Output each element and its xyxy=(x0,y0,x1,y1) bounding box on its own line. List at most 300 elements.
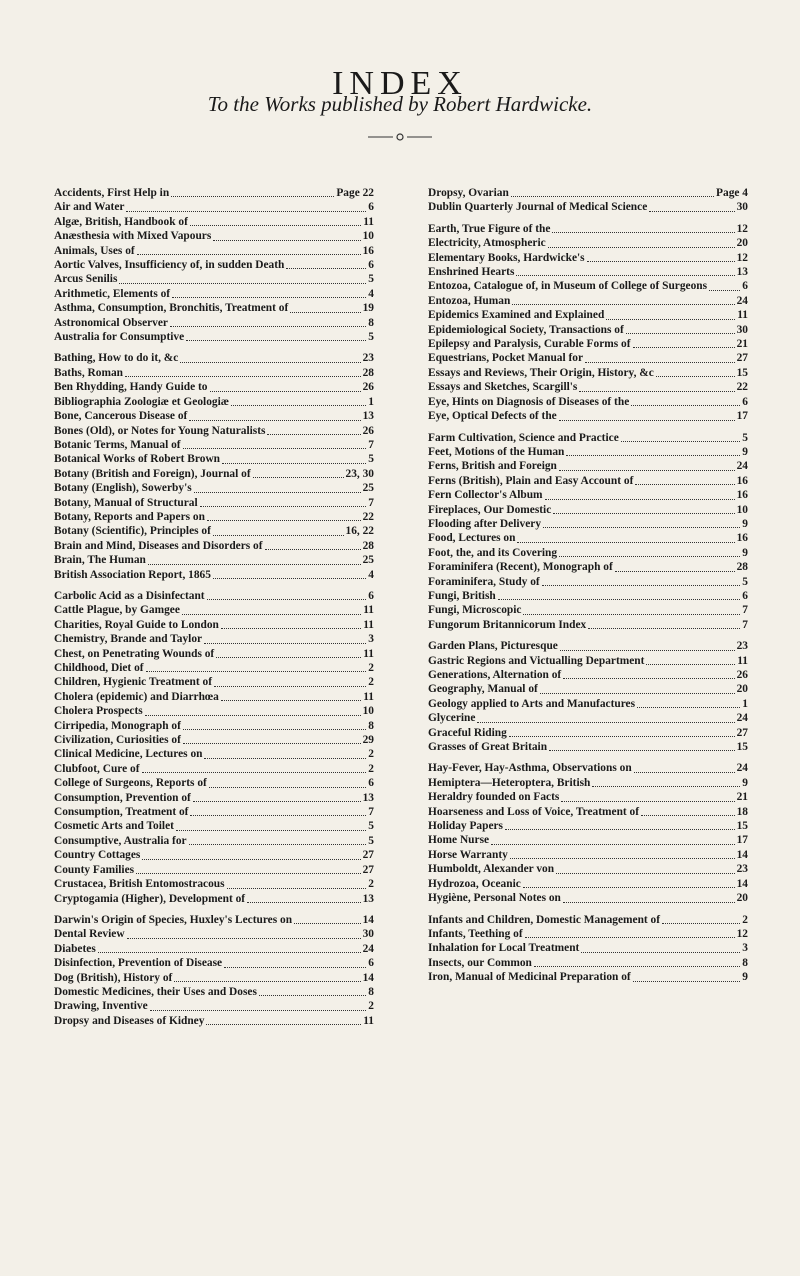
dot-leader xyxy=(190,225,361,226)
dot-leader xyxy=(200,506,367,507)
index-entry xyxy=(428,603,748,617)
dot-leader xyxy=(563,678,734,679)
dot-leader xyxy=(265,549,361,550)
index-entry xyxy=(54,848,374,862)
entry-page: 2 xyxy=(368,676,374,689)
dot-leader xyxy=(142,859,360,860)
dot-leader xyxy=(540,693,735,694)
index-entry xyxy=(54,215,374,229)
entry-page: 28 xyxy=(362,366,374,379)
index-entry xyxy=(54,747,374,761)
dot-leader xyxy=(126,211,366,212)
entry-page: 26 xyxy=(362,424,374,437)
section-gap xyxy=(428,424,748,431)
entry-title: Fireplaces, Our Domestic xyxy=(428,503,552,516)
dot-leader xyxy=(534,966,740,967)
entry-title: Asthma, Consumption, Bronchitis, Treatment of xyxy=(54,302,289,315)
dot-leader xyxy=(560,650,735,651)
dot-leader xyxy=(662,923,740,924)
index-entry xyxy=(54,229,374,243)
entry-title: College of Surgeons, Reports of xyxy=(54,777,207,790)
dot-leader xyxy=(634,772,735,773)
dot-leader xyxy=(224,967,366,968)
index-entry xyxy=(54,913,374,927)
dot-leader xyxy=(290,312,360,313)
index-entry xyxy=(428,654,748,668)
entry-title: Crustacea, British Entomostracous xyxy=(54,878,225,891)
dot-leader xyxy=(579,391,734,392)
entry-title: Equestrians, Pocket Manual for xyxy=(428,352,584,365)
entry-title: Generations, Alternation of xyxy=(428,669,562,681)
entry-title: Astronomical Observer xyxy=(54,316,168,329)
entry-page: 7 xyxy=(368,438,374,451)
entry-title: Chest, on Penetrating Wounds of xyxy=(54,647,215,660)
entry-title: Epilepsy and Paralysis, Curable Forms of xyxy=(428,338,631,351)
dot-leader xyxy=(523,887,735,888)
entry-page: 14 xyxy=(736,877,748,890)
entry-title: Hemiptera—Heteroptera, British xyxy=(428,776,591,789)
entry-title: Accidents, First Help in xyxy=(54,187,170,199)
dot-leader xyxy=(213,240,360,241)
entry-title: Hoarseness and Loss of Voice, Treatment of xyxy=(428,805,640,818)
dot-leader xyxy=(512,304,734,305)
dot-leader xyxy=(566,455,740,456)
entry-title: Gastric Regions and Victualling Department xyxy=(428,654,645,667)
entry-page: 14 xyxy=(362,971,374,984)
entry-page: 6 xyxy=(742,395,748,408)
dot-leader xyxy=(553,513,734,514)
dot-leader xyxy=(542,585,741,586)
dot-leader xyxy=(174,981,360,982)
index-entry xyxy=(428,927,748,941)
dot-leader xyxy=(189,844,367,845)
entry-page: 3 xyxy=(742,942,748,955)
index-entry xyxy=(428,891,748,905)
entry-title: Diabetes xyxy=(54,942,96,955)
entry-page: 16, 22 xyxy=(345,525,374,538)
entry-page: 10 xyxy=(362,705,374,718)
index-entry xyxy=(54,927,374,941)
entry-title: Botany (English), Sowerby's xyxy=(54,482,192,495)
dot-leader xyxy=(150,1010,367,1011)
index-entry xyxy=(428,366,748,380)
index-entry xyxy=(428,323,748,337)
index-entry xyxy=(428,251,748,265)
entry-page: 16 xyxy=(736,474,748,487)
index-entry xyxy=(428,697,748,711)
entry-page: 21 xyxy=(736,338,748,351)
entry-page: 20 xyxy=(736,237,748,250)
entry-page: 28 xyxy=(736,561,748,574)
entry-title: Bone, Cancerous Disease of xyxy=(54,410,188,423)
entry-title: Clubfoot, Cure of xyxy=(54,762,140,775)
entry-page: 15 xyxy=(736,366,748,379)
entry-page: 27 xyxy=(362,863,374,876)
dot-leader xyxy=(247,902,361,903)
dot-leader xyxy=(635,484,734,485)
entry-page: 6 xyxy=(368,259,374,272)
entry-title: Ben Rhydding, Handy Guide to xyxy=(54,381,208,394)
entry-title: Consumption, Prevention of xyxy=(54,791,191,804)
section-gap xyxy=(428,754,748,761)
entry-title: Grasses of Great Britain xyxy=(428,741,548,754)
entry-title: Botanical Works of Robert Brown xyxy=(54,453,221,466)
entry-page: 6 xyxy=(742,280,748,293)
entry-title: British Association Report, 1865 xyxy=(54,568,211,581)
index-entry xyxy=(428,740,748,754)
entry-page: 10 xyxy=(362,230,374,243)
entry-title: Foraminifera (Recent), Monograph of xyxy=(428,561,613,574)
index-entry xyxy=(54,510,374,524)
index-entry xyxy=(428,805,748,819)
dot-leader xyxy=(498,599,741,600)
index-entry xyxy=(54,424,374,438)
index-entry xyxy=(54,942,374,956)
entry-title: Home Nurse xyxy=(428,834,490,847)
dot-leader xyxy=(227,888,367,889)
entry-page: 26 xyxy=(736,669,748,681)
entry-page: 12 xyxy=(736,251,748,264)
index-entry xyxy=(54,589,374,603)
entry-title: Essays and Reviews, Their Origin, History, &c xyxy=(428,366,654,379)
dot-leader xyxy=(136,873,361,874)
entry-page: 25 xyxy=(362,482,374,495)
entry-title: Fungi, British xyxy=(428,589,496,602)
index-entry xyxy=(428,337,748,351)
index-entry xyxy=(428,862,748,876)
entry-title: Geography, Manual of xyxy=(428,683,538,696)
entry-page: 2 xyxy=(368,1000,374,1013)
dot-leader xyxy=(204,643,366,644)
entry-page: 9 xyxy=(742,971,748,984)
dot-leader xyxy=(563,902,735,903)
dot-leader xyxy=(525,937,735,938)
entry-page: Page 4 xyxy=(716,187,748,199)
dot-leader xyxy=(180,362,360,363)
entry-page: 23 xyxy=(362,352,374,365)
dot-leader xyxy=(172,297,366,298)
entry-title: Fern Collector's Album xyxy=(428,489,543,502)
entry-title: Country Cottages xyxy=(54,849,141,862)
entry-title: Children, Hygienic Treatment of xyxy=(54,676,212,689)
index-entry xyxy=(428,726,748,740)
entry-title: Animals, Uses of xyxy=(54,244,135,257)
dot-leader xyxy=(509,736,735,737)
dot-leader xyxy=(186,340,366,341)
entry-title: Earth, True Figure of the xyxy=(428,222,551,235)
dot-leader xyxy=(183,448,367,449)
entry-title: Cholera (epidemic) and Diarrhœa xyxy=(54,690,219,703)
index-entry xyxy=(54,985,374,999)
entry-title: Feet, Motions of the Human xyxy=(428,445,565,458)
dot-leader xyxy=(98,952,361,953)
entry-page: 6 xyxy=(742,589,748,602)
dot-leader xyxy=(552,232,734,233)
entry-page: 24 xyxy=(736,712,748,725)
dot-leader xyxy=(559,470,735,471)
entry-page: 3 xyxy=(368,633,374,646)
index-entry xyxy=(428,503,748,517)
entry-title: Algæ, British, Handbook of xyxy=(54,215,188,228)
index-entry xyxy=(428,913,748,927)
entry-page: 17 xyxy=(736,410,748,423)
index-entry xyxy=(428,761,748,775)
index-entry xyxy=(428,294,748,308)
entry-page: 15 xyxy=(736,741,748,754)
entry-title: Civilization, Curiosities of xyxy=(54,734,181,747)
dot-leader xyxy=(581,952,740,953)
entry-title: Drawing, Inventive xyxy=(54,1000,148,1013)
entry-title: Farm Cultivation, Science and Practice xyxy=(428,431,619,444)
entry-page: 4 xyxy=(368,568,374,581)
entry-page: 11 xyxy=(737,309,748,322)
index-entry xyxy=(54,272,374,286)
entry-title: Bibliographia Zoologiæ et Geologiæ xyxy=(54,395,229,408)
dot-leader xyxy=(210,391,361,392)
entry-page: 11 xyxy=(363,618,374,631)
entry-title: Holiday Papers xyxy=(428,820,503,833)
entry-page: 16 xyxy=(736,489,748,502)
index-entry xyxy=(54,776,374,790)
dot-leader xyxy=(505,829,735,830)
entry-page: 24 xyxy=(362,942,374,955)
entry-page: 7 xyxy=(368,806,374,819)
dot-leader xyxy=(549,750,735,751)
entry-page: 2 xyxy=(368,748,374,761)
entry-page: 22 xyxy=(362,510,374,523)
dot-leader xyxy=(145,715,361,716)
index-entry xyxy=(54,999,374,1013)
index-entry xyxy=(54,719,374,733)
entry-title: Infants and Children, Domestic Management of xyxy=(428,913,661,926)
entry-page: 9 xyxy=(742,517,748,530)
entry-page: 7 xyxy=(742,604,748,617)
dot-leader xyxy=(545,499,735,500)
dot-leader xyxy=(709,290,740,291)
entry-title: Fungorum Britannicorum Index xyxy=(428,618,587,631)
index-entry xyxy=(428,186,748,200)
dot-leader xyxy=(221,700,361,701)
entry-page: 16 xyxy=(362,244,374,257)
entry-title: Carbolic Acid as a Disinfectant xyxy=(54,589,205,602)
dot-leader xyxy=(561,801,734,802)
index-entry xyxy=(428,941,748,955)
index-entry xyxy=(428,956,748,970)
entry-page: 14 xyxy=(362,913,374,926)
entry-title: Cosmetic Arts and Toilet xyxy=(54,820,174,833)
dot-leader xyxy=(491,844,735,845)
section-gap xyxy=(428,632,748,639)
entry-page: 24 xyxy=(736,762,748,775)
entry-title: Botany, Manual of Structural xyxy=(54,496,198,509)
section-gap xyxy=(54,344,374,351)
entry-page: 29 xyxy=(362,734,374,747)
index-entry xyxy=(54,675,374,689)
dot-leader xyxy=(606,319,735,320)
index-entry xyxy=(428,409,748,423)
entry-page: 27 xyxy=(362,849,374,862)
dot-leader xyxy=(213,578,366,579)
entry-page: 6 xyxy=(368,777,374,790)
entry-title: Fungi, Microscopic xyxy=(428,604,522,617)
entry-page: 18 xyxy=(736,805,748,818)
dot-leader xyxy=(183,729,366,730)
entry-page: 11 xyxy=(363,604,374,617)
entry-page: 27 xyxy=(736,352,748,365)
entry-title: Garden Plans, Picturesque xyxy=(428,640,558,653)
index-entry xyxy=(54,956,374,970)
index-entry xyxy=(428,200,748,214)
index-entry xyxy=(54,316,374,330)
entry-title: Geology applied to Arts and Manufactures xyxy=(428,697,636,710)
dot-leader xyxy=(516,275,734,276)
entry-title: Epidemiological Society, Transactions of xyxy=(428,323,624,336)
entry-page: 6 xyxy=(368,201,374,214)
entry-title: Elementary Books, Hardwicke's xyxy=(428,251,585,264)
entry-title: Australia for Consumptive xyxy=(54,331,185,344)
entry-page: 26 xyxy=(362,381,374,394)
entry-page: 5 xyxy=(742,575,748,588)
section-gap xyxy=(54,906,374,913)
entry-title: Disinfection, Prevention of Disease xyxy=(54,957,223,970)
entry-title: Electricity, Atmospheric xyxy=(428,237,546,250)
entry-page: 27 xyxy=(736,726,748,739)
entry-page: 15 xyxy=(736,820,748,833)
entry-title: Botany (British and Foreign), Journal of xyxy=(54,467,251,480)
dot-leader xyxy=(592,786,740,787)
entry-title: Arcus Senilis xyxy=(54,273,118,286)
dot-leader xyxy=(190,815,366,816)
index-entry xyxy=(428,431,748,445)
index-entry xyxy=(54,632,374,646)
entry-page: 2 xyxy=(368,878,374,891)
entry-title: Flooding after Delivery xyxy=(428,517,542,530)
dot-leader xyxy=(137,254,361,255)
index-entry xyxy=(428,560,748,574)
dot-leader xyxy=(559,556,740,557)
entry-page: 9 xyxy=(742,776,748,789)
entry-page: 5 xyxy=(368,834,374,847)
dot-leader xyxy=(621,441,741,442)
entry-title: Hydrozoa, Oceanic xyxy=(428,877,521,890)
index-entry xyxy=(54,647,374,661)
dot-leader xyxy=(176,830,366,831)
entry-page: 11 xyxy=(363,215,374,228)
entry-title: Dental Review xyxy=(54,928,125,941)
dot-leader xyxy=(125,376,361,377)
index-entry xyxy=(428,833,748,847)
index-entry xyxy=(428,474,748,488)
dot-leader xyxy=(253,477,344,478)
entry-title: Darwin's Origin of Species, Huxley's Lectures on xyxy=(54,913,293,926)
entry-page: 8 xyxy=(368,985,374,998)
entry-title: Air and Water xyxy=(54,201,125,214)
index-entry xyxy=(54,553,374,567)
entry-title: Dog (British), History of xyxy=(54,971,173,984)
entry-page: Page 22 xyxy=(336,187,374,199)
index-entry xyxy=(54,438,374,452)
entry-page: 5 xyxy=(368,273,374,286)
entry-title: Epidemics Examined and Explained xyxy=(428,309,605,322)
dot-leader xyxy=(548,247,735,248)
entry-title: Botanic Terms, Manual of xyxy=(54,438,181,451)
index-entry xyxy=(428,531,748,545)
dot-leader xyxy=(649,211,734,212)
entry-page: 30 xyxy=(736,323,748,336)
entry-title: Clinical Medicine, Lectures on xyxy=(54,748,203,761)
entry-title: Cryptogamia (Higher), Development of xyxy=(54,892,246,905)
dot-leader xyxy=(294,923,361,924)
entry-title: Botany (Scientific), Principles of xyxy=(54,525,211,538)
index-entry xyxy=(54,618,374,632)
entry-title: Cholera Prospects xyxy=(54,705,143,718)
entry-page: 5 xyxy=(368,453,374,466)
entry-title: Chemistry, Brande and Taylor xyxy=(54,633,203,646)
entry-page: 2 xyxy=(368,762,374,775)
dot-leader xyxy=(523,614,740,615)
index-entry xyxy=(54,467,374,481)
page-title: INDEX xyxy=(332,64,468,102)
index-entry xyxy=(54,366,374,380)
entry-title: Dropsy, Ovarian xyxy=(428,187,509,199)
entry-title: Baths, Roman xyxy=(54,366,123,379)
dot-leader xyxy=(194,492,361,493)
dot-leader xyxy=(207,520,361,521)
dot-leader xyxy=(231,405,366,406)
dot-leader xyxy=(183,743,361,744)
entry-page: 13 xyxy=(736,266,748,279)
dot-leader xyxy=(633,981,741,982)
entry-title: Food, Lectures on xyxy=(428,532,516,545)
entry-title: Eye, Optical Defects of the xyxy=(428,410,557,423)
dot-leader xyxy=(637,707,740,708)
entry-title: County Families xyxy=(54,863,135,876)
index-entry xyxy=(428,877,748,891)
index-entry xyxy=(428,970,748,984)
entry-page: 28 xyxy=(362,539,374,552)
entry-title: Infants, Teething of xyxy=(428,927,523,940)
index-entry xyxy=(54,762,374,776)
entry-page: 8 xyxy=(368,316,374,329)
entry-title: Entozoa, Human xyxy=(428,294,511,307)
index-entry xyxy=(54,496,374,510)
entry-title: Heraldry founded on Facts xyxy=(428,791,560,804)
entry-page: 2 xyxy=(742,913,748,926)
dot-leader xyxy=(511,196,714,197)
entry-title: Domestic Medicines, their Uses and Doses xyxy=(54,985,257,998)
dot-leader xyxy=(259,995,366,996)
entry-page: 8 xyxy=(742,956,748,969)
index-entry xyxy=(54,1014,374,1028)
dot-leader xyxy=(189,420,360,421)
entry-page: 11 xyxy=(363,1014,374,1027)
entry-page: 16 xyxy=(736,532,748,545)
entry-title: Insects, our Common xyxy=(428,956,532,969)
entry-title: Dublin Quarterly Journal of Medical Science xyxy=(428,201,648,214)
index-entry xyxy=(54,330,374,344)
index-entry xyxy=(54,690,374,704)
index-entry xyxy=(54,603,374,617)
entry-page: 11 xyxy=(363,647,374,660)
entry-page: 23 xyxy=(736,640,748,653)
dot-leader xyxy=(267,434,360,435)
index-entry xyxy=(428,488,748,502)
dot-leader xyxy=(543,527,740,528)
entry-page: 19 xyxy=(362,302,374,315)
entry-title: Charities, Royal Guide to London xyxy=(54,618,219,631)
index-entry xyxy=(54,568,374,582)
entry-page: 1 xyxy=(368,395,374,408)
